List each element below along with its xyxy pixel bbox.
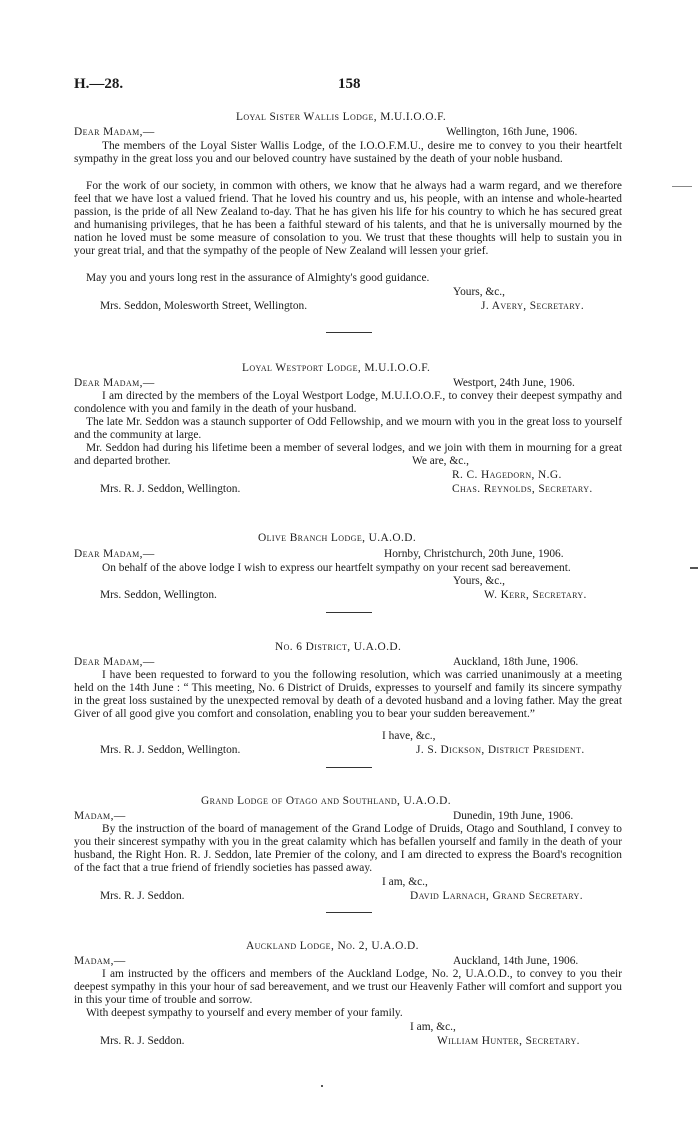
paragraph: The late Mr. Seddon was a staunch supporter of Odd Fellowship, and we mourn with you in the great loss to yourself and the community at large.: [74, 416, 622, 441]
paragraph: On behalf of the above lodge I wish to express our heartfelt sympathy on your recent sad bereavement.: [102, 562, 571, 574]
closing: I am, &c.,: [410, 1021, 456, 1033]
letter-title: Auckland Lodge, No. 2, U.A.O.D.: [246, 940, 419, 952]
letter-title: Grand Lodge of Otago and Southland, U.A.O.D.: [201, 795, 452, 807]
place-date: Hornby, Christchurch, 20th June, 1906.: [384, 548, 564, 560]
salutation: Dear Madam,—: [74, 377, 155, 389]
salutation: Madam,—: [74, 955, 126, 967]
paragraph: I have been requested to forward to you the following resolution, which was carried unanimously at a meeting held on the 14th June : “ This meeting, No. 6 District of Druids, expresses to yourself and family its sincere sympathy in the great loss sustained by the unexpected removal by death of a devoted husband and a loving father. May the great Giver of all good give you comfort and consolation, enabling you to bear your sudden bereavement.”: [74, 669, 622, 720]
section-divider: [326, 612, 372, 613]
letter-title: No. 6 District, U.A.O.D.: [275, 641, 402, 653]
signature: Chas. Reynolds, Secretary.: [452, 483, 593, 495]
signature: W. Kerr, Secretary.: [484, 589, 587, 601]
addressee: Mrs. R. J. Seddon.: [100, 890, 185, 902]
scan-mark: [690, 567, 698, 569]
section-divider: [326, 912, 372, 913]
addressee: Mrs. Seddon, Molesworth Street, Wellington.: [100, 300, 308, 312]
section-divider: [326, 767, 372, 768]
page-number: 158: [338, 76, 361, 92]
place-date: Wellington, 16th June, 1906.: [446, 126, 578, 138]
paragraph: May you and yours long rest in the assurance of Almighty's good guidance.: [86, 272, 430, 284]
closing: Yours, &c.,: [453, 575, 506, 587]
salutation: Dear Madam,—: [74, 548, 155, 560]
letter-title: Loyal Sister Wallis Lodge, M.U.I.O.O.F.: [236, 111, 447, 123]
paragraph: With deepest sympathy to yourself and every member of your family.: [86, 1007, 403, 1019]
letter-title: Olive Branch Lodge, U.A.O.D.: [258, 532, 417, 544]
paragraph: By the instruction of the board of management of the Grand Lodge of Druids, Otago and Southland, I convey to you their sincerest sympathy with you in the great calamity which has befallen yourself and family in the death of your husband, the Right Hon. R. J. Seddon, late Premier of the colony, and I am directed to express the Board's recognition of the fact that a true friend of friendly societies has passed away.: [74, 823, 622, 874]
place-date: Westport, 24th June, 1906.: [453, 377, 575, 389]
signature: J. Avery, Secretary.: [481, 300, 585, 312]
signature: William Hunter, Secretary.: [437, 1035, 580, 1047]
salutation: Dear Madam,—: [74, 126, 155, 138]
signature: David Larnach, Grand Secretary.: [410, 890, 583, 902]
paragraph: Mr. Seddon had during his lifetime been a member of several lodges, and we join with them in mourning for a great and departed brother.: [74, 442, 622, 467]
paragraph: For the work of our society, in common with others, we know that he always had a warm regard, and we therefore feel that we have lost a valued friend. That he loved his country and us, his people, with an intense and whole-hearted passion, is the pride of all New Zealand to-day. That he has given his life for his country to which he has secured great and humanising privileges, that he has been a faithful steward of his talents, and that he is universally mourned by the nation he loved must be some measure of consolation to you. We trust that these thoughts will help to sustain you in your great trial, and that the sympathy of the people of New Zealand will lessen your grief.: [74, 180, 622, 257]
addressee: Mrs. R. J. Seddon, Wellington.: [100, 483, 241, 495]
addressee: Mrs. R. J. Seddon, Wellington.: [100, 744, 241, 756]
paragraph: I am directed by the members of the Loyal Westport Lodge, M.U.I.O.O.F., to convey their deepest sympathy and condolence with you and family in the death of your husband.: [74, 390, 622, 415]
paragraph: I am instructed by the officers and members of the Auckland Lodge, No. 2, U.A.O.D., to convey to you their deepest sympathy in this your hour of sad bereavement, and we trust our Heavenly Father will comfort and support you in this your time of trouble and sorrow.: [74, 968, 622, 1006]
salutation: Dear Madam,—: [74, 656, 155, 668]
closing: We are, &c.,: [412, 455, 469, 467]
addressee: Mrs. Seddon, Wellington.: [100, 589, 217, 601]
scan-mark: [672, 186, 692, 187]
place-date: Auckland, 18th June, 1906.: [453, 656, 579, 668]
closing: Yours, &c.,: [453, 286, 506, 298]
place-date: Dunedin, 19th June, 1906.: [453, 810, 574, 822]
scan-dot: [321, 1085, 323, 1087]
place-date: Auckland, 14th June, 1906.: [453, 955, 579, 967]
salutation: Madam,—: [74, 810, 126, 822]
section-divider: [326, 332, 372, 333]
letter-title: Loyal Westport Lodge, M.U.I.O.O.F.: [242, 362, 431, 374]
addressee: Mrs. R. J. Seddon.: [100, 1035, 185, 1047]
series-number: H.—28.: [74, 76, 124, 92]
closing: I am, &c.,: [382, 876, 428, 888]
closing: I have, &c.,: [382, 730, 436, 742]
paragraph: The members of the Loyal Sister Wallis Lodge, of the I.O.O.F.M.U., desire me to convey to you their heartfelt sympathy in the great loss you and our beloved country have sustained by the death of your noble husband.: [74, 140, 622, 165]
signature-1: R. C. Hagedorn, N.G.: [452, 469, 562, 481]
signature: J. S. Dickson, District President.: [416, 744, 585, 756]
